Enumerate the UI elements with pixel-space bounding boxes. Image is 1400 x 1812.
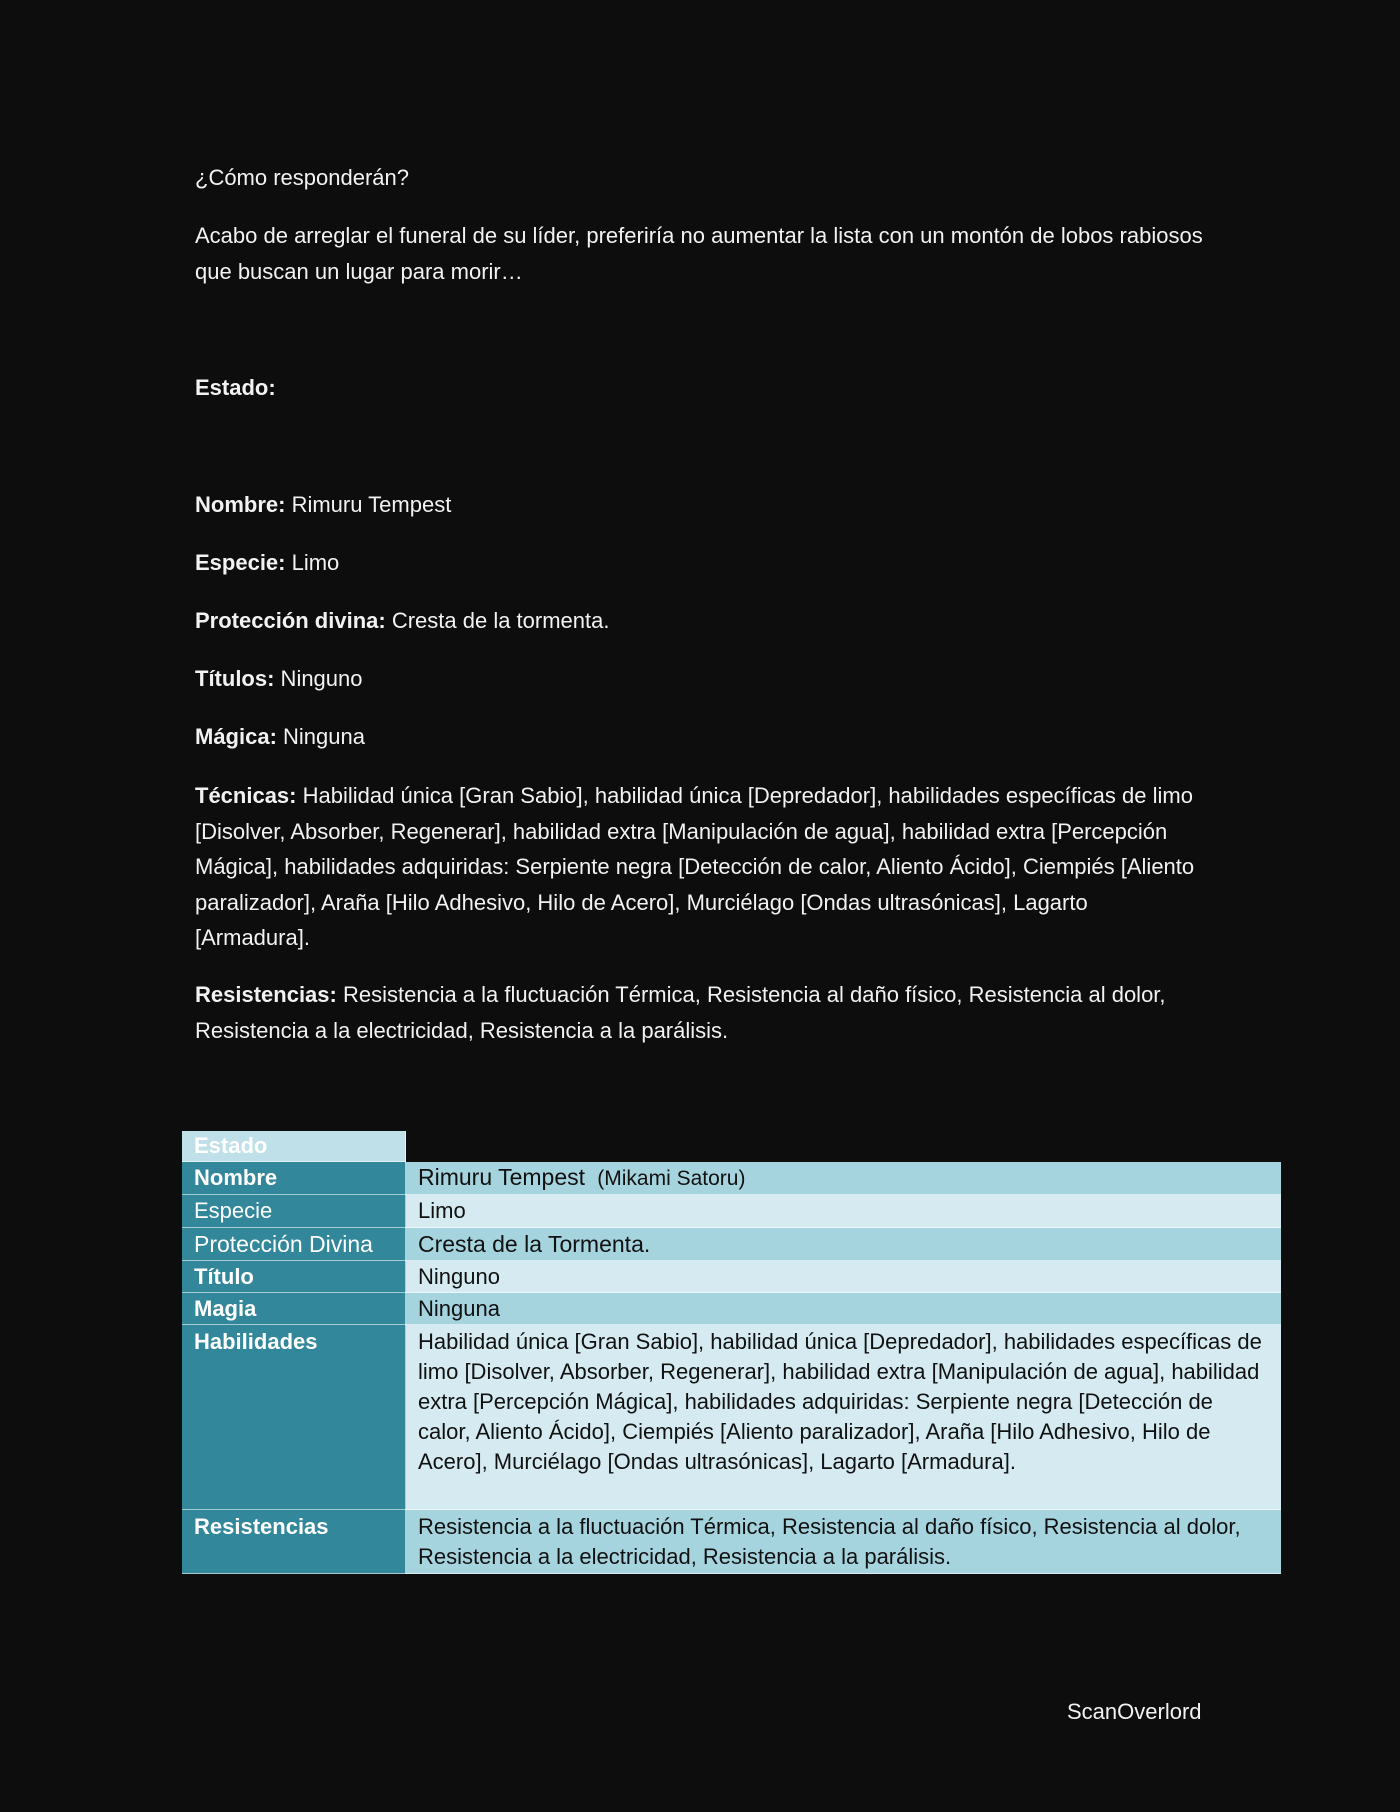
field-resistances-label: Resistencias: [195, 982, 337, 1007]
table-value-title: Ninguno [406, 1261, 1282, 1293]
field-titles [195, 661, 1205, 697]
field-name-value: Rimuru Tempest [285, 492, 452, 517]
table-value-protection: Cresta de la Tormenta. [406, 1228, 1282, 1261]
field-magic-label: Mágica: [195, 724, 277, 749]
table-value-abilities: Habilidad única [Gran Sabio], habilidad única [Depredador], habilidades específicas de limo [Disolver, Absorber, Regenerar], habilidad extra [Manipulación de agua], habilidad extra [Percepción Mágica], habilidades adquiridas: Serpiente negra [Detección de calor, Aliento Ácido], Ciempiés [Aliento paralizador], Araña [Hilo Adhesivo, Hilo de Acero], Murciélago [Ondas ultrasónicas], Lagarto [Armadura]. [406, 1325, 1282, 1510]
field-name [195, 487, 1205, 523]
table-label-protection: Protección Divina [182, 1228, 406, 1261]
table-value-name [406, 1162, 1282, 1195]
field-techniques-label: Técnicas: [195, 783, 297, 808]
field-protection [195, 603, 1205, 639]
field-techniques-value: Habilidad única [Gran Sabio], habilidad única [Depredador], habilidades específicas de limo [Disolver, Absorber, Regenerar], habilidad extra [Manipulación de agua], habilidad extra [Percepción Mágica], habilidades adquiridas: Serpiente negra [Detección de calor, Aliento Ácido], Ciempiés [Aliento paralizador], Araña [Hilo Adhesivo, Hilo de Acero], Murciélago [Ondas ultrasónicas], Lagarto [Armadura]. [195, 783, 1195, 950]
table-value-resistances: Resistencia a la fluctuación Térmica, Resistencia al daño físico, Resistencia al dolor, Resistencia a la electricidad, Resistencia a la parálisis. [406, 1510, 1282, 1574]
table-header-spacer [406, 1131, 1282, 1162]
table-row [182, 1293, 1281, 1325]
table-row [182, 1261, 1281, 1293]
field-resistances-value: Resistencia a la fluctuación Térmica, Resistencia al daño físico, Resistencia al dolor, Resistencia a la electricidad, Resistencia a la parálisis. [195, 982, 1166, 1043]
table-value-name-main: Rimuru Tempest [418, 1163, 586, 1190]
status-table [182, 1131, 1281, 1574]
field-protection-label: Protección divina: [195, 608, 386, 633]
table-header-cell: Estado [182, 1131, 406, 1162]
field-species-value: Limo [285, 550, 340, 575]
table-row [182, 1162, 1281, 1195]
field-name-label: Nombre: [195, 492, 286, 517]
field-magic-value: Ninguna [276, 724, 365, 749]
footer-brand: ScanOverlord [1067, 1699, 1202, 1724]
table-label-name: Nombre [182, 1162, 406, 1195]
table-header-row [182, 1131, 1281, 1162]
table-row [182, 1325, 1281, 1510]
field-titles-label: Títulos: [195, 666, 275, 691]
table-label-species: Especie [182, 1195, 406, 1228]
intro-remark: Acabo de arreglar el funeral de su líder, preferiría no aumentar la lista con un montón de lobos rabiosos que buscan un lugar para morir… [195, 223, 1203, 284]
field-magic [195, 719, 1205, 755]
field-protection-value: Cresta de la tormenta. [385, 608, 610, 633]
field-titles-value: Ninguno [274, 666, 363, 691]
table-value-name-extra: (Mikami Satoru) [597, 1166, 746, 1190]
table-label-resistances: Resistencias [182, 1510, 406, 1574]
field-species-label: Especie: [195, 550, 286, 575]
field-species [195, 545, 1205, 581]
table-row [182, 1195, 1281, 1228]
field-techniques [195, 778, 1195, 956]
table-label-abilities: Habilidades [182, 1325, 406, 1510]
table-label-magic: Magia [182, 1293, 406, 1325]
table-label-title: Título [182, 1261, 406, 1293]
table-row [182, 1228, 1281, 1261]
field-resistances [195, 977, 1205, 1048]
table-value-magic: Ninguna [406, 1293, 1282, 1325]
table-row [182, 1510, 1281, 1574]
table-value-species: Limo [406, 1195, 1282, 1228]
status-heading: Estado: [195, 375, 276, 400]
intro-question: ¿Cómo responderán? [195, 165, 410, 190]
